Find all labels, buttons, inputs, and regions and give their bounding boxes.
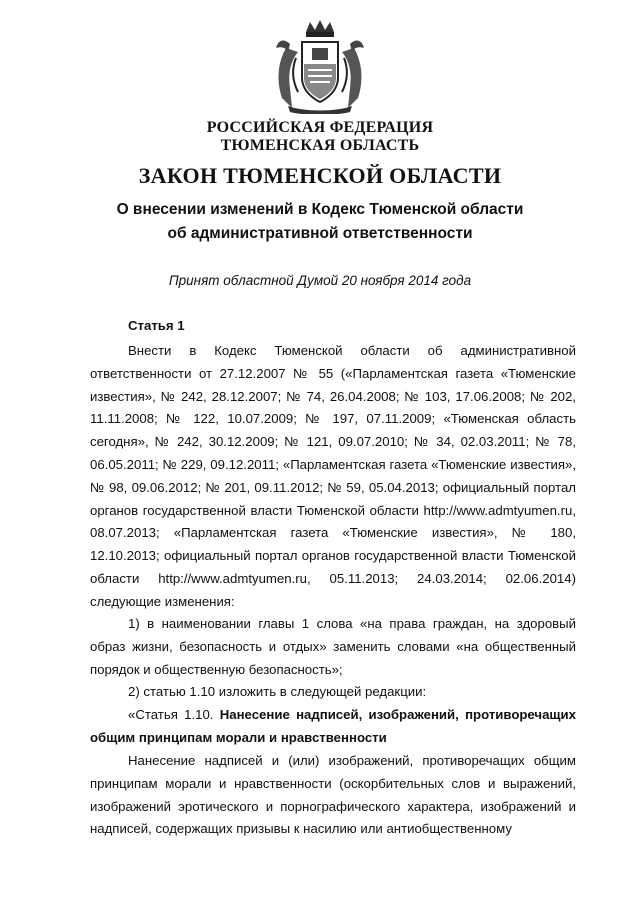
article-intro-paragraph: Внести в Кодекс Тюменской области об административной ответственности от 27.12.2007 № 55 («Парламентская газета «Тюменские известия», № 242, 28.12.2007; № 74, 26.04.2008; № 103, 17.06.2008; № 202, 11.11.2008; № 122, 10.07.2009; № 197, 07.11.2009; «Тюменская область сегодня», № 242, 30.12.2009; № 121, 09.07.2010; № 34, 02.03.2011; № 78, 06.05.2011; № 229, 09.12.2011; «Парламентская газета «Тюменские известия», № 98, 09.06.2012; № 201, 09.11.2012; № 59, 05.04.2013; официальный портал органов государственной власти Тюменской области http://www.admtyumen.ru, 08.07.2013; «Парламентская газета «Тюменские известия», № 180, 12.10.2013; официальный портал органов государственной власти Тюменской области http://www.admtyumen.ru, 05.11.2013; 24.03.2014; 02.06.2014) следующие изменения: xyxy=(90,343,576,609)
law-subtitle-line1: О внесении изменений в Кодекс Тюменской области xyxy=(116,201,524,218)
quoted-article-prefix: «Статья 1.10. xyxy=(128,707,214,722)
coat-of-arms-icon xyxy=(268,18,372,114)
quoted-article-title: Нанесение надписей, изображений, противоречащих общим принципам морали и нравственности xyxy=(90,707,576,745)
region-heading: ТЮМЕНСКАЯ ОБЛАСТЬ xyxy=(220,137,420,154)
country-heading: РОССИЙСКАЯ ФЕДЕРАЦИЯ xyxy=(206,119,434,136)
adoption-note: Принят областной Думой 20 ноября 2014 года xyxy=(168,273,472,288)
amendment-item-1: 1) в наименовании главы 1 слова «на права граждан, на здоровый образ жизни, безопасность и отдых» заменить словами «на общественный порядок и общественную безопасность»; xyxy=(90,616,576,677)
article-label: Статья 1 xyxy=(128,318,185,333)
quoted-article-body: Нанесение надписей и (или) изображений, противоречащих общим принципам морали и нравственности (оскорбительных слов и выражений, изображений эротического и порнографического характера, изображений и надписей, содержащих призывы к насилию или антиобщественному xyxy=(90,753,576,837)
law-title: ЗАКОН ТЮМЕНСКОЙ ОБЛАСТИ xyxy=(138,163,502,188)
quoted-article-heading xyxy=(90,704,576,750)
law-subtitle-line2: об административной ответственности xyxy=(167,225,473,242)
amendment-item-2: 2) статью 1.10 изложить в следующей редакции: xyxy=(128,684,427,699)
